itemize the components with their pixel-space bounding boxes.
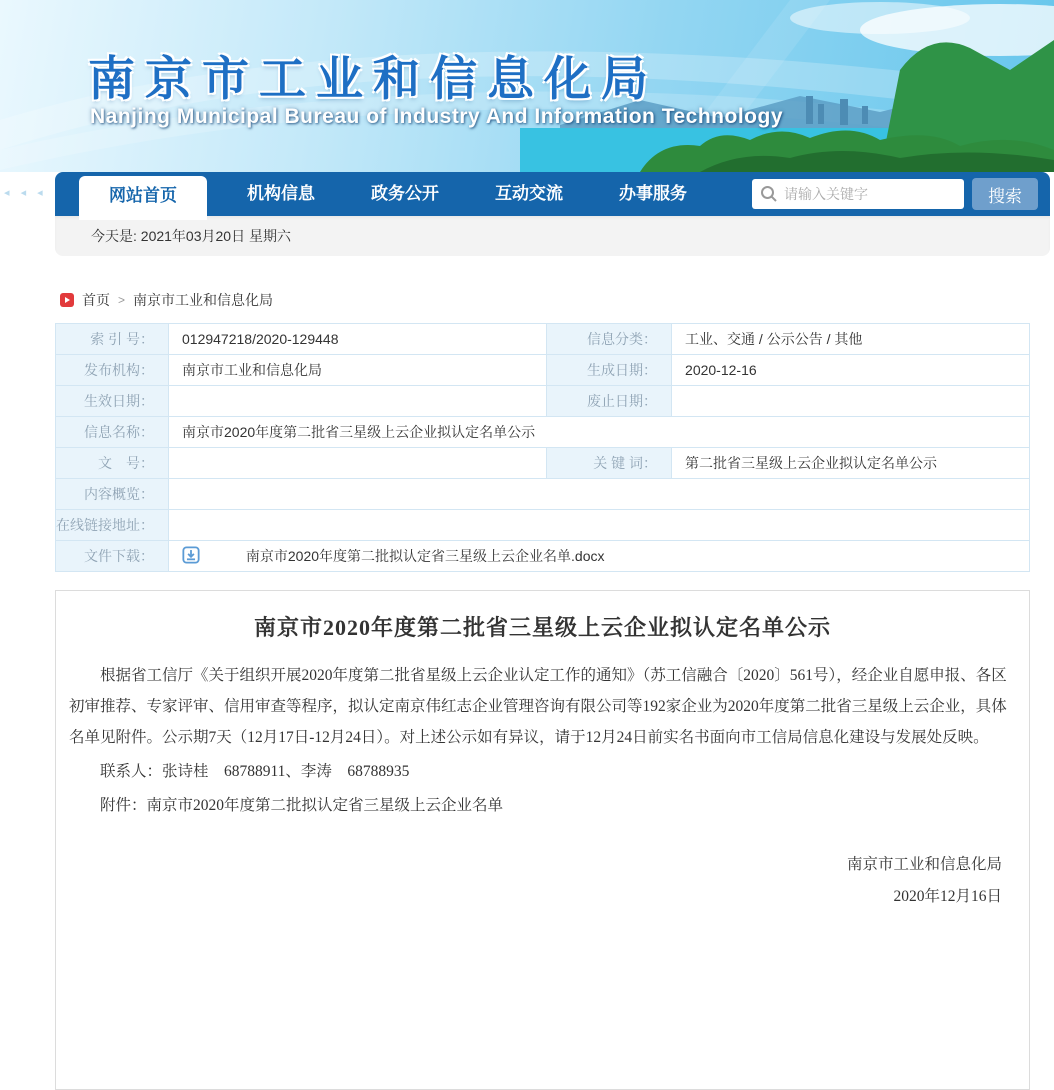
index-number-value: 012947218/2020-129448: [169, 324, 547, 355]
nav-bar: [55, 172, 1050, 216]
signature-date: 2020年12月16日: [893, 888, 1002, 905]
keywords-value: 第二批省三星级上云企业拟认定名单公示: [672, 448, 1030, 479]
table-row: [56, 448, 1030, 479]
search-field[interactable]: [752, 179, 964, 209]
article-title: 南京市2020年度第二批省三星级上云企业拟认定名单公示: [253, 615, 831, 640]
overview-label: 内容概览：: [56, 479, 169, 510]
issuer-label: 发布机构：: [56, 355, 169, 386]
search-input[interactable]: [784, 186, 944, 202]
site-title: 南京市工业和信息化局: [88, 54, 658, 106]
download-file-link[interactable]: 南京市2020年度第二批拟认定省三星级上云企业名单.docx: [245, 548, 605, 564]
file-download-cell: [169, 541, 1030, 572]
generate-date-value: 2020-12-16: [672, 355, 1030, 386]
info-category-value: 工业、交通 / 公示公告 / 其他: [672, 324, 1030, 355]
contact-line: 联系人：张诗桂 68788911、李涛 68788935: [100, 763, 410, 780]
file-download-label: 文件下载：: [56, 541, 169, 572]
main-navigation: [55, 172, 1050, 256]
article-panel: [55, 590, 1030, 1090]
search-box: [752, 178, 1050, 210]
article-paragraph: 根据省工信厅《关于组织开展2020年度第二批省星级上云企业认定工作的通知》（苏工信融合〔2020〕561号），经企业自愿申报、各区初审推荐、专家评审、信用审查等程序，拟认定南京伟红志企业管理咨询有限公司等192家企业为2020年度第二批省三星级上云企业，具体名单见附件。公示期7天（12月17日-12月24日）。对上述公示如有异议，请于12月24日前实名书面向市工信局信息化建设与发展处反映。: [69, 667, 1007, 746]
signature-block: [69, 849, 1016, 913]
tab-gov-disclosure[interactable]: 政务公开: [371, 184, 439, 203]
overview-value: [169, 479, 1030, 510]
table-row: [56, 479, 1030, 510]
keywords-label: 关 键 词：: [547, 448, 672, 479]
online-link-value: [169, 510, 1030, 541]
home-play-icon: [60, 293, 74, 307]
search-button[interactable]: 搜索: [972, 178, 1038, 210]
repeal-date-value: [672, 386, 1030, 417]
tab-org-info[interactable]: 机构信息: [247, 184, 315, 203]
table-row: [56, 417, 1030, 448]
tab-services[interactable]: 办事服务: [619, 184, 687, 203]
table-row: [56, 324, 1030, 355]
info-name-label: 信息名称：: [56, 417, 169, 448]
breadcrumb-current: 南京市工业和信息化局: [133, 292, 274, 308]
site-banner: [0, 0, 1054, 172]
download-icon[interactable]: [182, 546, 200, 564]
breadcrumb: [60, 290, 273, 310]
table-row: [56, 541, 1030, 572]
attachment-line: 附件：南京市2020年度第二批拟认定省三星级上云企业名单: [100, 797, 504, 814]
online-link-label: 在线链接地址：: [56, 510, 169, 541]
table-row: [56, 386, 1030, 417]
tab-interaction[interactable]: 互动交流: [495, 184, 563, 203]
doc-number-value: [169, 448, 547, 479]
effective-date-value: [169, 386, 547, 417]
generate-date-label: 生成日期：: [547, 355, 672, 386]
table-row: [56, 510, 1030, 541]
issuer-value: 南京市工业和信息化局: [169, 355, 547, 386]
today-date-text: 今天是: 2021年03月20日 星期六: [91, 228, 291, 244]
table-row: [56, 355, 1030, 386]
breadcrumb-separator: >: [118, 293, 126, 307]
decorative-chevrons-icon: ◂ ◂ ◂: [4, 187, 47, 199]
info-table: [55, 323, 1030, 572]
date-bar: [55, 216, 1050, 256]
repeal-date-label: 废止日期：: [547, 386, 672, 417]
info-name-value: 南京市2020年度第二批省三星级上云企业拟认定名单公示: [169, 417, 1030, 448]
index-number-label: 索 引 号：: [56, 324, 169, 355]
tab-home[interactable]: 网站首页: [79, 176, 207, 220]
effective-date-label: 生效日期：: [56, 386, 169, 417]
info-category-label: 信息分类：: [547, 324, 672, 355]
search-icon: [760, 185, 778, 203]
doc-number-label: 文 号：: [56, 448, 169, 479]
breadcrumb-home-link[interactable]: 首页: [82, 292, 110, 308]
site-subtitle: Nanjing Municipal Bureau of Industry And Information Technology: [90, 105, 783, 128]
signature-org: 南京市工业和信息化局: [846, 856, 1002, 873]
